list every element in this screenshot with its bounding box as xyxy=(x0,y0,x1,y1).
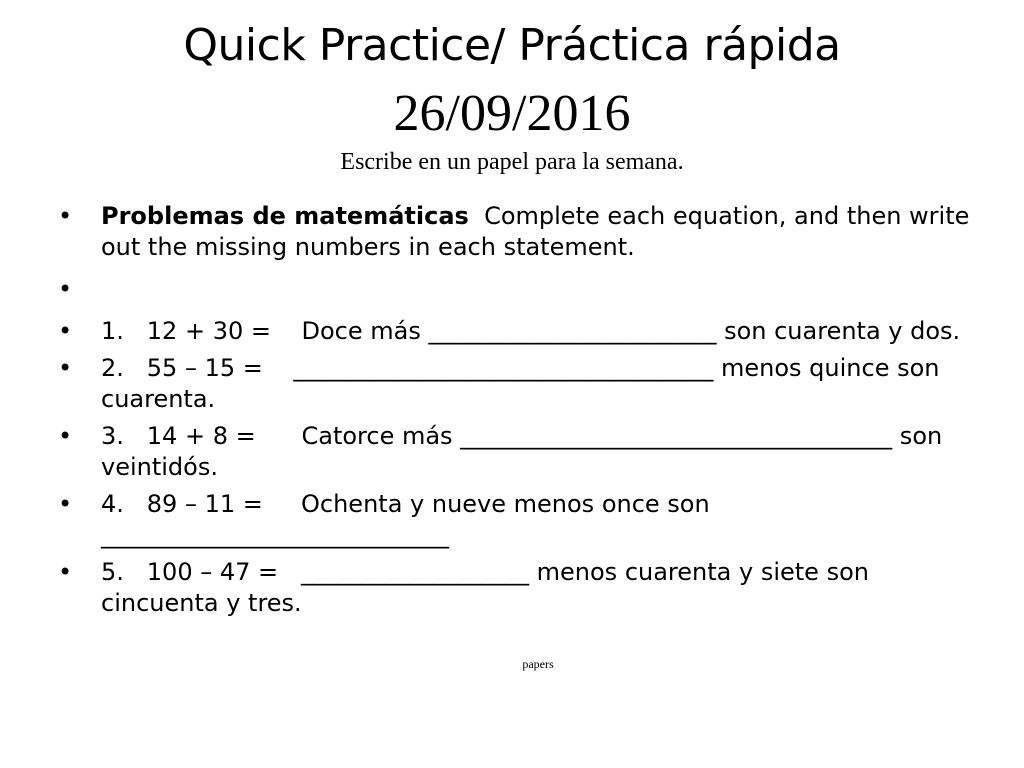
bullet-icon: • xyxy=(58,275,73,303)
instructions-heading: Problemas de matemáticas xyxy=(101,202,469,230)
list-item-problem-4 xyxy=(58,489,978,551)
list-item-instructions xyxy=(58,201,978,263)
bullet-icon: • xyxy=(58,558,73,586)
list-item-text xyxy=(101,202,977,261)
bullet-list xyxy=(58,201,978,625)
problem-2-text: 2. 55 – 15 = ___________________________________ menos quince son cuarenta. xyxy=(101,354,948,413)
problem-1-text: 1. 12 + 30 = Doce más ________________________ son cuarenta y dos. xyxy=(101,317,961,345)
bullet-icon: • xyxy=(58,490,73,518)
problem-3-text: 3. 14 + 8 = Catorce más ____________________________________ son veintidós. xyxy=(101,422,950,481)
bullet-icon: • xyxy=(58,202,73,230)
instructions-text: Complete each equation, and then write out the missing numbers in each statement. xyxy=(101,202,978,261)
bullet-icon: • xyxy=(58,422,73,450)
bullet-icon: • xyxy=(58,317,73,345)
slide-title: Quick Practice/ Práctica rápida xyxy=(183,20,841,71)
footer-text: papers xyxy=(522,657,554,671)
slide-subtitle: Escribe en un papel para la semana. xyxy=(340,149,684,175)
list-item-problem-1 xyxy=(58,316,978,347)
slide-date: 26/09/2016 xyxy=(393,85,631,142)
list-item-problem-5 xyxy=(58,557,978,619)
list-item-problem-2 xyxy=(58,353,978,415)
problem-4-text: 4. 89 – 11 = Ochenta y nueve menos once son _____________________________ xyxy=(101,490,718,549)
problem-5-text: 5. 100 – 47 = ___________________ menos cuarenta y siete son cincuenta y tres. xyxy=(101,558,877,617)
bullet-icon: • xyxy=(58,354,73,382)
list-item-problem-3 xyxy=(58,421,978,483)
list-item-empty xyxy=(58,274,978,305)
